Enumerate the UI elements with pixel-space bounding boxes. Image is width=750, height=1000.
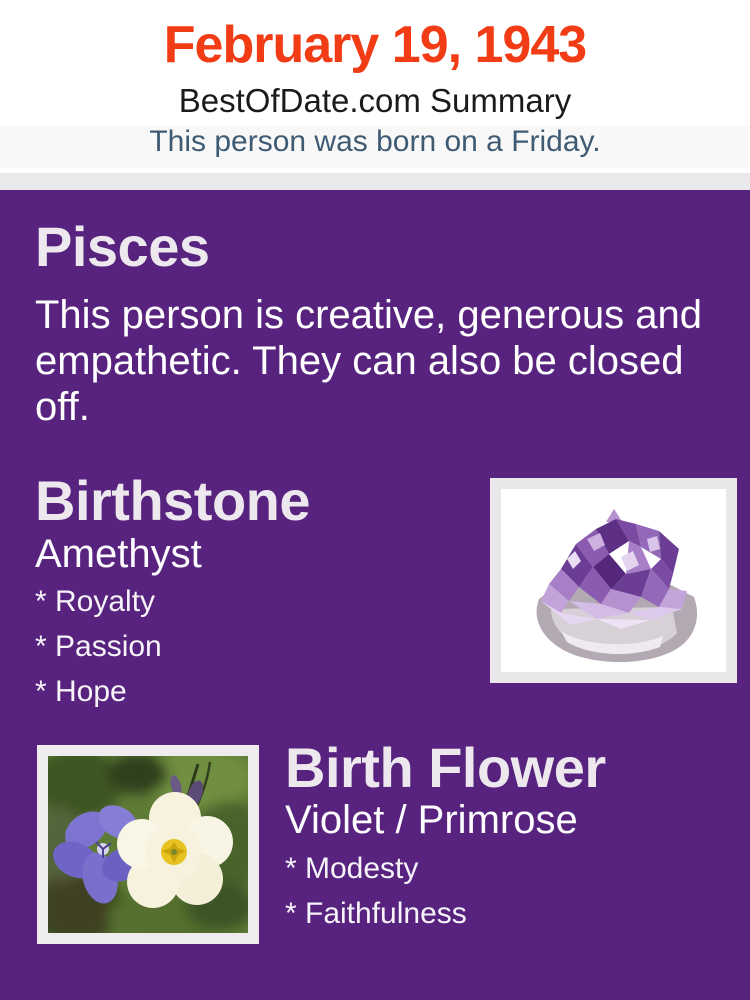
birth-flower-trait: * Modesty bbox=[285, 852, 419, 885]
birthstone-title: Birthstone bbox=[35, 469, 310, 532]
birthstone-trait: * Royalty bbox=[35, 585, 156, 618]
zodiac-description: This person is creative, generous and empathetic. They can also be closed off. bbox=[35, 293, 703, 429]
amethyst-photo bbox=[501, 489, 726, 672]
birth-flower-title: Birth Flower bbox=[285, 736, 606, 799]
birth-flower-photo bbox=[48, 756, 248, 933]
header-divider bbox=[0, 173, 750, 190]
zodiac-title: Pisces bbox=[35, 215, 210, 278]
birth-day-note: This person was born on a Friday. bbox=[149, 125, 601, 158]
site-summary-title: BestOfDate.com Summary bbox=[178, 82, 572, 119]
birthstone-trait: * Hope bbox=[35, 675, 127, 708]
amethyst-photo-frame bbox=[490, 478, 737, 683]
birthstone-trait: * Passion bbox=[35, 630, 162, 663]
summary-body bbox=[0, 190, 750, 1000]
birth-flower-name: Violet / Primrose bbox=[285, 798, 578, 842]
header bbox=[0, 0, 750, 173]
birth-flower-trait: * Faithfulness bbox=[285, 897, 467, 930]
date-heading: February 19, 1943 bbox=[163, 16, 587, 74]
birthstone-name: Amethyst bbox=[35, 532, 202, 576]
birth-flower-photo-frame bbox=[37, 745, 259, 944]
